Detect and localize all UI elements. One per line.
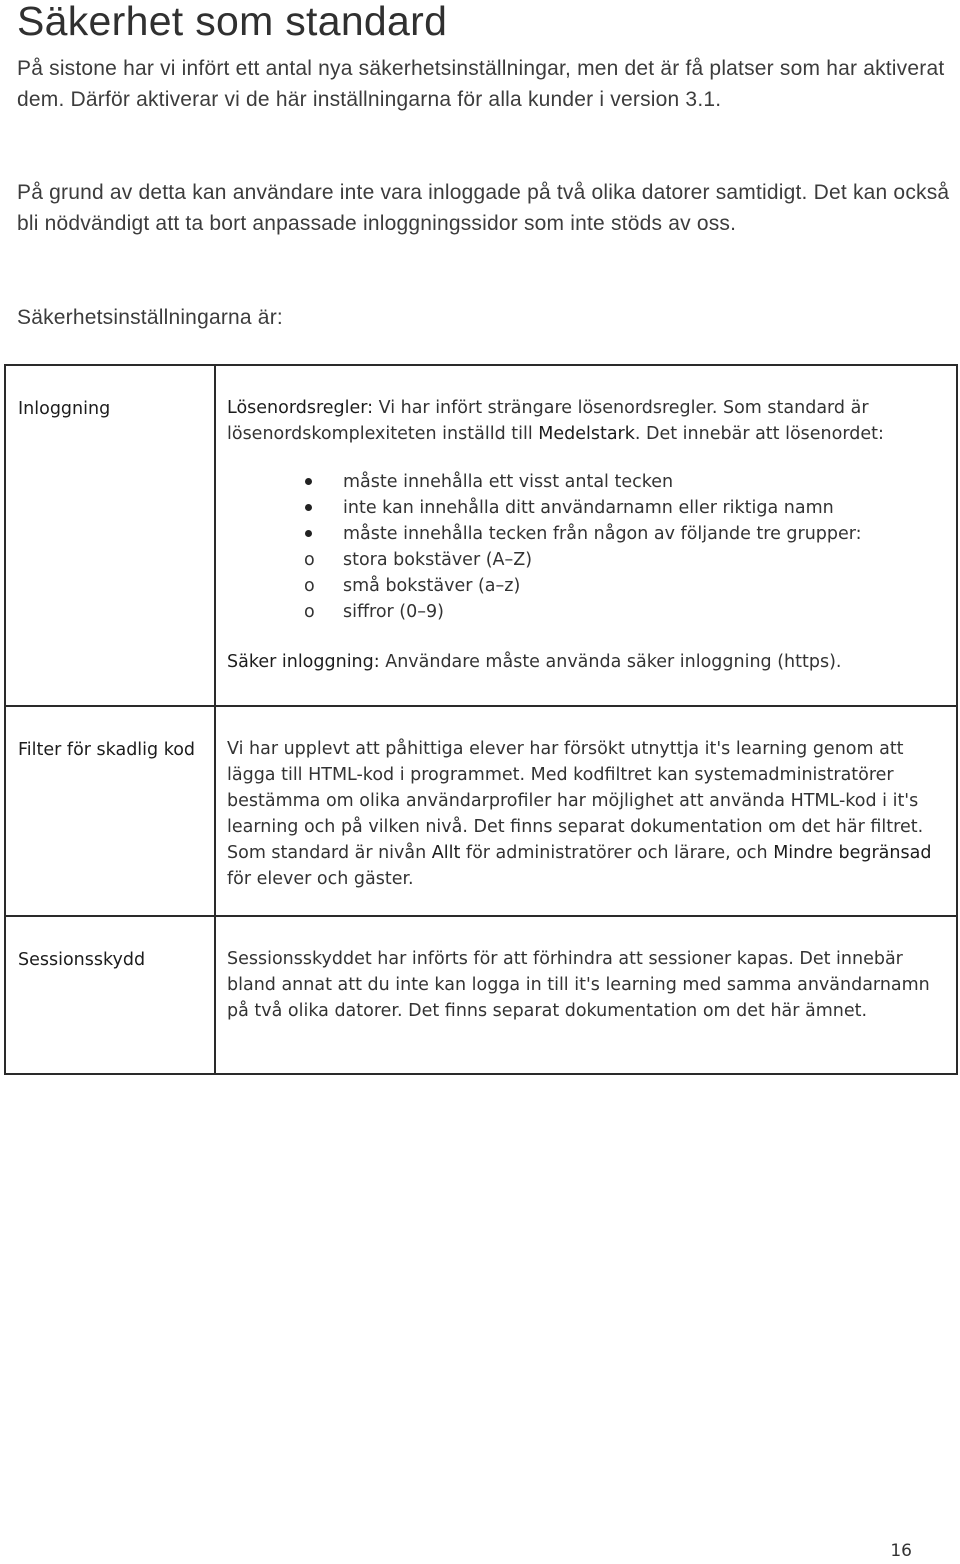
filter-level-all: Allt — [431, 843, 461, 863]
list-item — [301, 469, 944, 495]
password-rules-text: Vi har infört strängare lösenordsregler. Som standard är lösenordskomplexiteten inställd till — [227, 398, 869, 444]
row-label-cell — [5, 365, 215, 706]
secure-login-text: Användare måste använda säker inloggning (https). — [379, 652, 842, 672]
sub-list-item — [301, 547, 944, 573]
table-row-login — [5, 365, 957, 706]
table-row-session — [5, 916, 957, 1074]
secure-login — [227, 649, 944, 675]
password-rules-title: Lösenordsregler: — [227, 398, 374, 418]
password-rules — [227, 395, 944, 447]
settings-intro: Säkerhetsinställningarna är: — [17, 306, 283, 329]
bullet-icon — [305, 530, 312, 537]
row-label-session: Sessionsskydd — [18, 950, 146, 970]
character-groups-list — [259, 547, 944, 625]
password-level: Medelstark — [538, 424, 635, 444]
list-item-text: måste innehålla ett visst antal tecken — [343, 472, 674, 492]
circle-bullet-icon: o — [304, 550, 315, 570]
filter-text: Vi har upplevt att påhittiga elever har försökt utnyttja it's learning genom att lägga till HTML-kod i programmet. Med kodfiltret kan systemadministratörer bestämma om olika användarprofiler har möjlighet att använda HTML-kod i it's learning och på vilken nivå. Det finns separat dokumentation om det här filtret. Som standard är nivån — [227, 739, 924, 863]
page-number: 16 — [890, 1541, 912, 1561]
sub-list-item-text: siffror (0–9) — [343, 602, 444, 622]
intro-paragraph: På sistone har vi infört ett antal nya säkerhetsinställningar, men det är få platser som har aktiverat dem. Därför aktiverar vi de här inställningarna för alla kunder i version 3.1. — [17, 57, 945, 111]
session-text: Sessionsskyddet har införts för att förhindra att sessioner kapas. Det innebär bland annat att du inte kan logga in till it's learning med samma användarnamn på två olika datorer. Det finns separat dokumentation om det här ämnet. — [227, 949, 930, 1021]
row-content-cell — [215, 706, 957, 916]
list-item — [301, 495, 944, 521]
table-row-filter — [5, 706, 957, 916]
sub-list-item-text: stora bokstäver (A–Z) — [343, 550, 533, 570]
sub-list-item — [301, 599, 944, 625]
row-label-login: Inloggning — [18, 399, 111, 419]
circle-bullet-icon: o — [304, 602, 315, 622]
impact-paragraph: På grund av detta kan användare inte vara inloggade på två olika datorer samtidigt. Det kan också bli nödvändigt att ta bort anpassade inloggningssidor som inte stöds av oss. — [17, 181, 950, 235]
row-label-cell — [5, 706, 215, 916]
list-item-text: inte kan innehålla ditt användarnamn eller riktiga namn — [343, 498, 834, 518]
row-content-cell — [215, 916, 957, 1074]
password-requirements-list — [227, 469, 944, 625]
page-title: Säkerhet som standard — [17, 0, 448, 44]
filter-text-end: för elever och gäster. — [227, 869, 414, 889]
row-label-cell — [5, 916, 215, 1074]
row-content-cell — [215, 365, 957, 706]
list-item — [301, 521, 944, 547]
row-label-filter: Filter för skadlig kod — [18, 740, 196, 760]
sub-list-item — [301, 573, 944, 599]
list-item-text: måste innehålla tecken från någon av följande tre grupper: — [343, 524, 862, 544]
bullet-icon — [305, 504, 312, 511]
password-rules-text-end: . Det innebär att lösenordet: — [634, 424, 884, 444]
sub-list-item-text: små bokstäver (a–z) — [343, 576, 521, 596]
sub-list-container — [301, 547, 944, 625]
secure-login-title: Säker inloggning: — [227, 652, 380, 672]
bullet-icon — [305, 478, 312, 485]
circle-bullet-icon: o — [304, 576, 315, 596]
filter-text-mid: för administratörer och lärare, och — [460, 843, 774, 863]
filter-level-less-restricted: Mindre begränsad — [773, 843, 932, 863]
settings-table — [4, 364, 958, 1075]
